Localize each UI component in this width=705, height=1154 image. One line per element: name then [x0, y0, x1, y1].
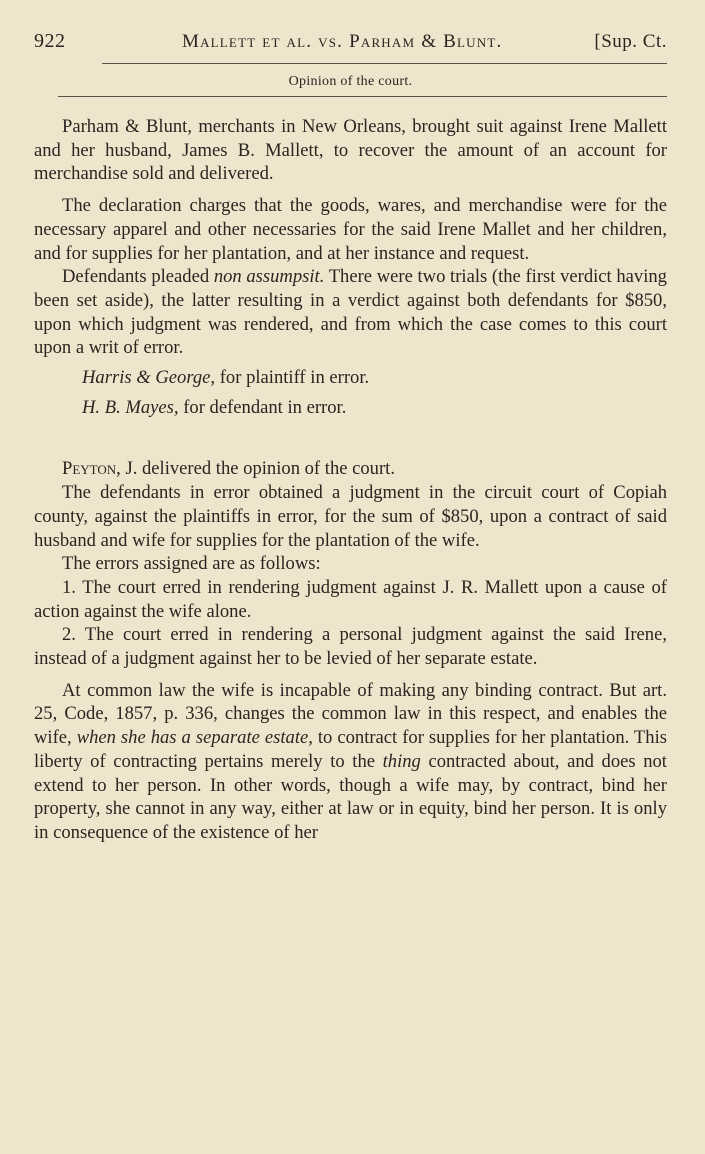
court-label: [Sup. Ct.	[594, 31, 667, 52]
opinion-text	[34, 457, 667, 844]
running-title: Mallett et al. vs. Parham & Blunt.	[181, 31, 503, 52]
paragraph-error-2: 2. The court erred in rendering a personal judgment against the said Irene, instead of a judgment against her to be levied of her separate estate.	[34, 624, 667, 670]
paragraph-error-1: 1. The court erred in rendering judgment against J. R. Mallett upon a cause of action against the wife alone.	[34, 576, 667, 622]
subheading: Opinion of the court.	[288, 74, 413, 89]
paragraph-parties: Parham & Blunt, merchants in New Orleans, brought suit against Irene Mallett and her husband, James B. Mallett, to recover the amount of an account for merchandise sold and delivered.	[34, 116, 667, 185]
paragraph-common-law: At common law the wife is incapable of making any binding contract. But art. 25, Code, 1857, p. 336, changes the common law in this respect, and enables the wife, when she has a separate estate, to contract for supplies for her plantation. This liberty of contracting pertains merely to the thing contracted about, and does not extend to her person. In other words, though a wife may, by contract, bind her property, she cannot in any way, either at law or in equity, bind her person. It is only in consequence of the existence of her	[34, 679, 667, 843]
opinion-intro: Peyton, J. delivered the opinion of the court.	[62, 458, 395, 480]
paragraph-pleadings: Defendants pleaded non assumpsit. There were two trials (the first verdict having been set aside), the latter resulting in a verdict against both defendants for $850, upon which judgment was rendered, and from which the case comes to this court upon a writ of error.	[34, 266, 667, 359]
page-number: 922	[34, 30, 66, 52]
case-statement	[34, 115, 667, 419]
counsel-defendant: H. B. Mayes, for defendant in error.	[82, 396, 347, 418]
header-rule	[102, 63, 667, 64]
running-header	[34, 30, 667, 53]
paragraph-judgment: The defendants in error obtained a judgment in the circuit court of Copiah county, against the plaintiffs in error, for the sum of $850, upon a contract of said husband and wife for supplies for the plantation of the wife.	[34, 482, 667, 551]
counsel-plaintiff: Harris & George, for plaintiff in error.	[82, 367, 370, 389]
paragraph-errors-intro: The errors assigned are as follows:	[62, 553, 321, 575]
subheading-rule	[58, 96, 667, 97]
paragraph-declaration: The declaration charges that the goods, wares, and merchandise were for the necessary apparel and other necessaries for the said Irene Mallet and her children, and for supplies for her plantation, and at her instance and request.	[34, 195, 667, 264]
